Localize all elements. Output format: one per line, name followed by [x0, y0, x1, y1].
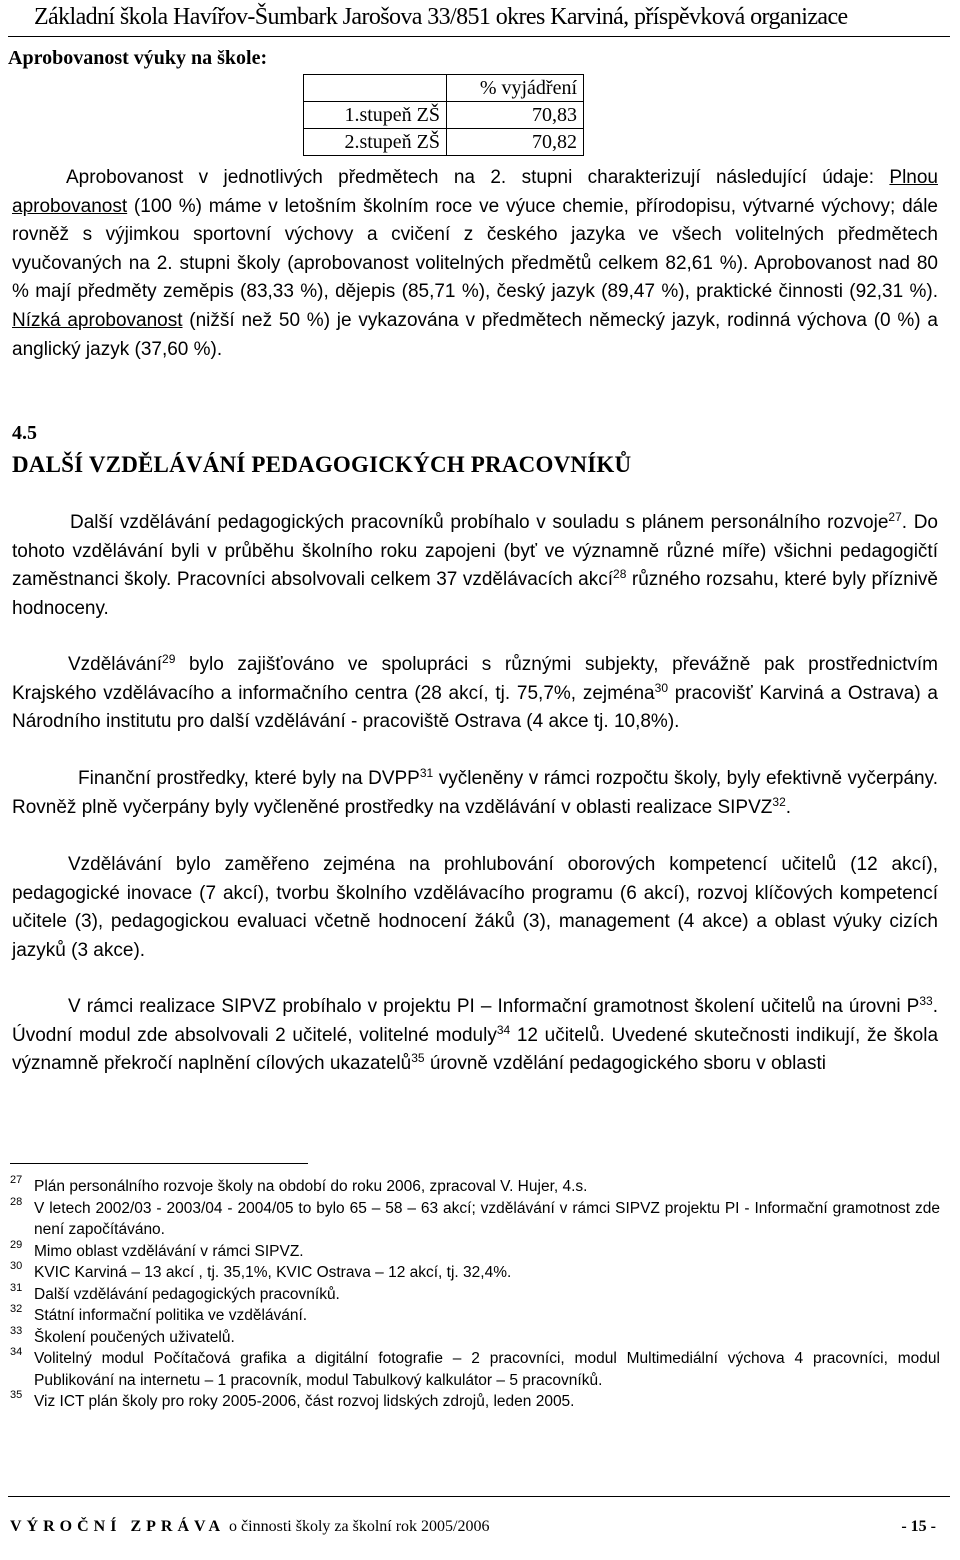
- footnote-item: [10, 1238, 940, 1263]
- paragraph-financni-prostredky: [12, 765, 938, 822]
- text-run: V rámci realizace SIPVZ probíhalo v projektu PI – Informační gramotnost školení učitelů na úrovni P: [68, 996, 920, 1017]
- text-run: vyčleněny v rámci rozpočtu školy, byly efektivně vyčerpány. Rovněž plně vyčerpány byly vyčleněné prostředky na vzdělávání v oblasti realizace SIPVZ: [12, 768, 938, 818]
- footnote-ref: 28: [613, 567, 627, 582]
- footnote-item: [10, 1176, 940, 1198]
- footnote-ref: 31: [419, 766, 434, 780]
- footnote-item: [10, 1262, 940, 1284]
- paragraph-aprobovanost: [12, 164, 938, 364]
- header-divider: [8, 36, 950, 37]
- footnote-text: Viz ICT plán školy pro roky 2005-2006, část rozvoj lidských zdrojů, leden 2005.: [34, 1393, 575, 1410]
- footnote-number: 33: [10, 1324, 23, 1337]
- paragraph-spoluprace: [12, 651, 938, 737]
- footnote-number: 28: [10, 1195, 23, 1208]
- footnote-text: Další vzdělávání pedagogických pracovníků.: [34, 1285, 340, 1303]
- footer-divider: [8, 1496, 950, 1497]
- footnote-text: KVIC Karviná – 13 akcí , tj. 35,1%, KVIC Ostrava – 12 akcí, tj. 32,4%.: [34, 1264, 512, 1281]
- footnote-ref: 30: [654, 680, 668, 695]
- text-run: (nižší než 50 %) je vykazována v předmětech německý jazyk, rodinná výchova (0 %) a anglický jazyk (37,60 %).: [12, 309, 938, 360]
- table-cell: 70,82: [447, 129, 584, 156]
- table-cell: 2.stupeň ZŠ: [304, 129, 447, 156]
- section-label: Aprobovanost výuky na škole:: [8, 47, 268, 69]
- footnote-item: [10, 1348, 940, 1391]
- footnote-item: [10, 1195, 940, 1241]
- footnotes: [10, 1176, 940, 1413]
- footnote-ref: 34: [496, 1022, 511, 1037]
- aprobovanost-table: [303, 74, 584, 156]
- footnote-item: [10, 1324, 940, 1349]
- footnote-text: Státní informační politika ve vzdělávání.: [34, 1307, 308, 1324]
- footnote-ref: 29: [162, 652, 176, 666]
- section-title: DALŠÍ VZDĚLÁVÁNÍ PEDAGOGICKÝCH PRACOVNÍKŮ: [12, 452, 632, 477]
- text-run: .: [785, 796, 792, 818]
- page-number: - 15 -: [901, 1518, 936, 1535]
- text-run: Vzdělávání bylo zaměřeno zejména na prohlubování oborových kompetencí učitelů (12 akcí), pedagogické inovace (7 akcí), tvorbu školního vzdělávacího programu (6 akcí), rozvoj klíčových kompetencí učitele (3), pedagogickou evaluaci včetně hodnocení žáků (3), management (4 akce) a oblast výuky cizích jazyků (3 akce).: [12, 854, 938, 961]
- table-row: [304, 102, 584, 129]
- footnote-item: [10, 1281, 940, 1306]
- text-run: bylo zajišťováno ve spolupráci s různými subjekty, převážně pak prostřednictvím Krajského vzdělávacího a informačního centra (28 akcí, tj. 75,7%, zejména: [12, 654, 938, 704]
- text-run: Vzdělávání: [68, 654, 163, 675]
- footnote-ref: 32: [772, 794, 786, 809]
- paragraph-sipvz: [12, 993, 938, 1079]
- footnote-text: V letech 2002/03 - 2003/04 - 2004/05 to bylo 65 – 58 – 63 akcí; vzdělávání v rámci SIPVZ projektu PI - Informační gramotnost zde není započítáváno.: [34, 1199, 940, 1238]
- table-row: [304, 129, 584, 156]
- footnote-number: 30: [10, 1260, 23, 1272]
- footnote-divider: [10, 1163, 308, 1164]
- table-cell: 1.stupeň ZŠ: [304, 102, 447, 129]
- footer-title-spaced: VÝROČNÍ ZPRÁVA: [10, 1518, 226, 1535]
- table-cell: 70,83: [447, 102, 584, 129]
- footnote-text: Mimo oblast vzdělávání v rámci SIPVZ.: [34, 1242, 304, 1260]
- text-run: různého rozsahu, které byly příznivě hodnoceny.: [12, 569, 938, 619]
- footnote-text: Volitelný modul Počítačová grafika a digitální fotografie – 2 pracovníci, modul Multimediální výchova 4 pracovníci, modul Publikování na internetu – 1 pracovník, modul Tabulkový kalkulátor – 5 pracovníků.: [34, 1350, 940, 1389]
- text-run: 12 učitelů. Uvedené skutečnosti indikují, že škola významně překročí naplnění cílových ukazatelů: [12, 1024, 939, 1075]
- text-run: . Do tohoto vzdělávání byli v průběhu školního roku zapojeni (byť ve významně různé míře) všichni pedagogičtí zaměstnanci školy. Pracovníci absolvovali celkem 37 vzdělávacích akcí: [12, 512, 938, 591]
- underlined-term: Nízká aprobovanost: [12, 309, 183, 331]
- footnote-ref: 33: [919, 994, 933, 1008]
- text-run: úrovně vzdělání pedagogického sboru v oblasti: [424, 1053, 826, 1075]
- table-cell: [304, 75, 447, 102]
- footnote-number: 34: [10, 1346, 23, 1358]
- section-number: 4.5: [12, 422, 37, 444]
- text-run: (100 %) máme v letošním školním roce ve výuce chemie, přírodopisu, výtvarné výchovy; dále rovněž s výjimkou sportovní výchovy a cvičení z českého jazyka ve všech volitelných předmětech vyučovaných na 2. stupni školy (aprobovanost volitelných předmětů celkem 82,61 %). Aprobovanost nad 80 % mají předměty zeměpis (83,33 %), dějepis (85,71 %), český jazyk (89,47 %), praktické činnosti (92,31 %).: [12, 195, 938, 303]
- footer-subtitle: o činnosti školy za školní rok 2005/2006: [229, 1518, 490, 1535]
- footnote-number: 27: [10, 1174, 23, 1186]
- footnote-item: [10, 1391, 940, 1413]
- footnote-item: [10, 1305, 940, 1327]
- footnote-number: 32: [10, 1303, 23, 1315]
- paragraph-zamereni: [12, 851, 938, 965]
- footnote-number: 29: [10, 1238, 23, 1251]
- text-run: Aprobovanost v jednotlivých předmětech na 2. stupni charakterizují následující údaje:: [66, 167, 890, 188]
- text-run: Další vzdělávání pedagogických pracovníků probíhalo v souladu s plánem personálního rozvoje: [70, 512, 889, 533]
- footnote-ref: 35: [411, 1051, 425, 1066]
- table-row: [304, 75, 584, 102]
- text-run: Finanční prostředky, které byly na DVPP: [78, 768, 420, 789]
- footnote-text: Školení poučených uživatelů.: [34, 1328, 235, 1346]
- footnote-number: 35: [10, 1389, 23, 1401]
- footnote-number: 31: [10, 1281, 23, 1294]
- underlined-term: Plnou aprobovanost: [12, 167, 938, 217]
- header-title: Základní škola Havířov-Šumbark Jarošova 33/851 okres Karviná, příspěvková organizace: [34, 4, 848, 30]
- paragraph-dalsi-vzdelavani: [12, 509, 938, 623]
- text-run: pracovišť Karviná a Ostrava) a Národního institutu pro další vzdělávání - pracoviště Ostrava (4 akce tj. 10,8%).: [12, 682, 938, 733]
- footnote-text: Plán personálního rozvoje školy na období do roku 2006, zpracoval V. Hujer, 4.s.: [34, 1178, 588, 1195]
- text-run: . Úvodní modul zde absolvovali 2 učitelé, volitelné moduly: [12, 996, 938, 1046]
- footnote-ref: 27: [888, 510, 902, 524]
- footer-title: [10, 1518, 489, 1536]
- table-cell: % vyjádření: [447, 75, 584, 102]
